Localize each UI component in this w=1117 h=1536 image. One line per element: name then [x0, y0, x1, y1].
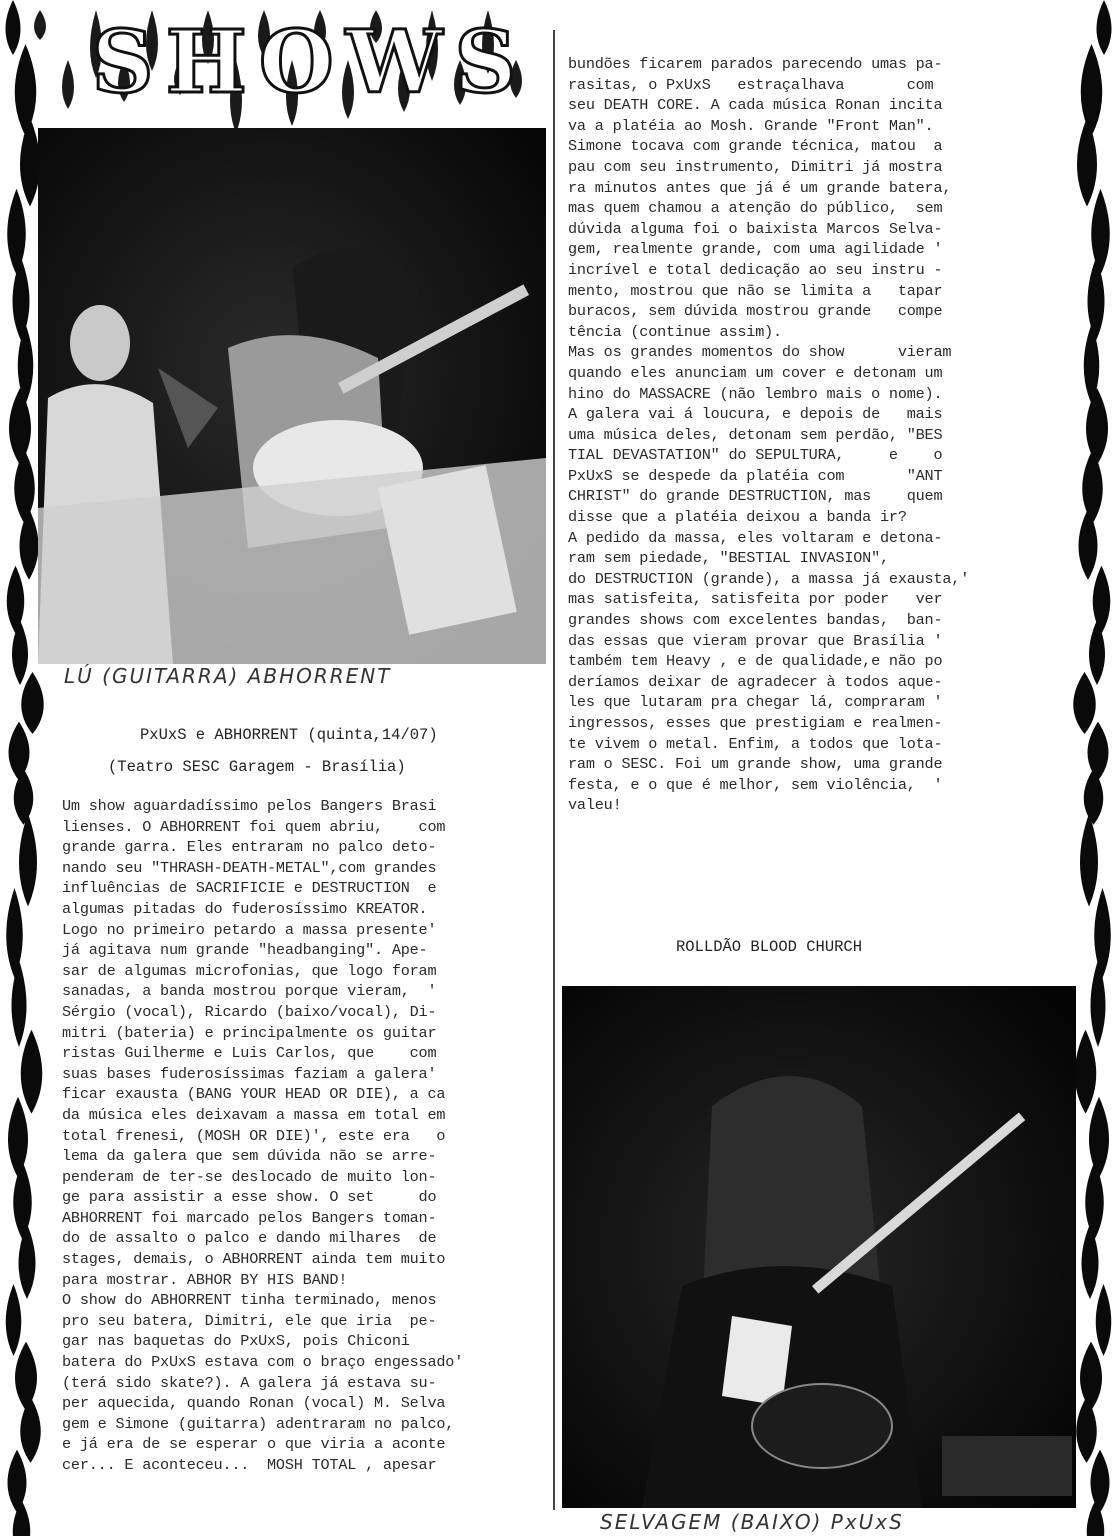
- left-line: penderam de ter-se deslocado de muito lon-: [62, 1167, 437, 1186]
- right-line: deríamos deixar de agradecer à todos aque-: [568, 672, 943, 691]
- left-line: pro seu batera, Dimitri, ele que iria pe-: [62, 1311, 437, 1330]
- right-line: do DESTRUCTION (grande), a massa já exausta,': [568, 569, 970, 588]
- left-line: (terá sido skate?). A galera já estava su-: [62, 1373, 437, 1392]
- photo-caption-guitar: LÚ (GUITARRA) ABHORRENT: [64, 664, 392, 688]
- right-line: rasitas, o PxUxS estraçalhava com: [568, 75, 934, 94]
- right-line: das essas que vieram provar que Brasília ': [568, 631, 943, 650]
- left-line: suas bases fuderosíssimas faziam a galera': [62, 1064, 437, 1083]
- left-line: Sérgio (vocal), Ricardo (baixo/vocal), Di-: [62, 1002, 437, 1021]
- right-line: seu DEATH CORE. A cada música Ronan incita: [568, 96, 943, 115]
- left-line: lienses. O ABHORRENT foi quem abriu, com: [62, 817, 446, 836]
- left-line: do de assalto o palco e dando milhares de: [62, 1229, 437, 1248]
- right-line: incrível e total dedicação ao seu instru -: [568, 260, 943, 279]
- right-line: ingressos, esses que prestigiam e realmen-: [568, 714, 943, 732]
- right-line: tência (continue assim).: [568, 322, 782, 341]
- left-line: sanadas, a banda mostrou porque vieram, ': [62, 982, 437, 1001]
- right-line: te vivem o metal. Enfim, a todos que lota-: [568, 734, 943, 753]
- right-line: A pedido da massa, eles voltaram e detona-: [568, 528, 943, 547]
- right-line: ram sem piedade, "BESTIAL INVASION",: [568, 549, 889, 568]
- left-line: algumas pitadas do fuderosíssimo KREATOR.: [62, 899, 428, 918]
- left-line: stages, demais, o ABHORRENT ainda tem muito: [62, 1250, 446, 1269]
- left-line: nando seu "THRASH-DEATH-METAL",com grandes: [62, 858, 437, 877]
- right-line: mento, mostrou que não se limita a tapar: [568, 281, 943, 300]
- left-line: ABHORRENT foi marcado pelos Bangers toman-: [62, 1208, 437, 1227]
- right-line: PxUxS se despede da platéia com "ANT: [568, 466, 943, 485]
- left-line: O show do ABHORRENT tinha terminado, menos: [62, 1291, 437, 1310]
- left-line: gar nas baquetas do PxUxS, pois Chiconi: [62, 1332, 428, 1351]
- photo-caption-bass: SELVAGEM (BAIXO) PxUxS: [600, 1510, 904, 1534]
- left-line: lema da galera que sem dúvida não se arre-: [62, 1147, 437, 1166]
- right-line: quando eles anunciam um cover e detonam um: [568, 363, 943, 382]
- right-line: festa, e o que é melhor, sem violência, ': [568, 775, 943, 794]
- right-line: gem, realmente grande, com uma agilidade ': [568, 240, 943, 259]
- right-line: uma música deles, detonam sem perdão, "BES: [568, 425, 943, 444]
- next-review-heading: ROLLDÃO BLOOD CHURCH: [676, 938, 863, 956]
- left-column-text: [62, 796, 463, 1476]
- right-line: TIAL DEVASTATION" do SEPULTURA, e o: [568, 446, 943, 465]
- bassist-photo: [562, 986, 1076, 1508]
- left-line: Um show aguardadíssimo pelos Bangers Brasi: [62, 797, 437, 815]
- right-line: buracos, sem dúvida mostrou grande compe: [568, 302, 943, 321]
- guitarist-photo: [38, 128, 546, 664]
- review-heading: PxUxS e ABHORRENT (quinta,14/07): [140, 726, 438, 744]
- column-divider: [553, 30, 555, 1510]
- left-line: Logo no primeiro petardo a massa presente': [62, 920, 437, 939]
- left-line: da música eles deixavam a massa em total em: [62, 1105, 446, 1124]
- masthead-title: SHOWS: [91, 12, 529, 113]
- left-line: batera do PxUxS estava com o braço engessado': [62, 1353, 464, 1372]
- right-line: dúvida alguma foi o baixista Marcos Selva-: [568, 219, 943, 238]
- right-line: ram o SESC. Foi um grande show, uma grande: [568, 755, 943, 774]
- left-line: mitri (bateria) e principalmente os guitar: [62, 1023, 437, 1042]
- right-line: disse que a platéia deixou a banda ir?: [568, 508, 907, 527]
- right-line: mas satisfeita, satisfeita por poder ver: [568, 590, 943, 609]
- left-line: cer... E aconteceu... MOSH TOTAL , apesar: [62, 1456, 437, 1474]
- left-line: per aquecida, quando Ronan (vocal) M. Selva: [62, 1394, 446, 1413]
- review-venue: (Teatro SESC Garagem - Brasília): [108, 758, 406, 776]
- right-line: Mas os grandes momentos do show vieram: [568, 343, 952, 362]
- right-line: pau com seu instrumento, Dimitri já mostra: [568, 157, 943, 176]
- right-line: Simone tocava com grande técnica, matou a: [568, 137, 943, 156]
- right-line: valeu!: [568, 796, 622, 815]
- masthead: [20, 0, 540, 130]
- left-line: ficar exausta (BANG YOUR HEAD OR DIE), a ca: [62, 1085, 446, 1104]
- left-line: já agitava num grande "headbanging". Ape-: [62, 941, 428, 960]
- right-line: bundões ficarem parados parecendo umas pa-: [568, 55, 943, 73]
- right-line: também tem Heavy , e de qualidade,e não po: [568, 652, 943, 671]
- left-line: gem e Simone (guitarra) adentraram no palco,: [62, 1414, 455, 1433]
- left-line: e já era de se esperar o que viria a aconte: [62, 1435, 446, 1454]
- left-line: influências de SACRIFICIE e DESTRUCTION e: [62, 879, 437, 898]
- left-line: sar de algumas microfonias, que logo foram: [62, 961, 437, 980]
- left-line: total frenesi, (MOSH OR DIE)', este era o: [62, 1126, 446, 1145]
- right-line: va a platéia ao Mosh. Grande "Front Man".: [568, 116, 934, 135]
- right-line: les que lutaram pra chegar lá, compraram ': [568, 693, 943, 712]
- right-line: grandes shows com excelentes bandas, ban-: [568, 611, 943, 630]
- left-line: ristas Guilherme e Luis Carlos, que com: [62, 1044, 437, 1063]
- right-line: A galera vai á loucura, e depois de mais: [568, 405, 943, 424]
- right-line: ra minutos antes que já é um grande batera,: [568, 178, 952, 197]
- left-line: grande garra. Eles entraram no palco deto-: [62, 838, 437, 857]
- right-line: hino do MASSACRE (não lembro mais o nome).: [568, 384, 943, 403]
- left-line: para mostrar. ABHOR BY HIS BAND!: [62, 1270, 348, 1289]
- left-line: ge para assistir a esse show. O set do: [62, 1188, 437, 1207]
- right-column-text: [568, 54, 969, 816]
- right-line: mas quem chamou a atenção do público, sem: [568, 199, 943, 218]
- right-line: CHRIST" do grande DESTRUCTION, mas quem: [568, 487, 943, 506]
